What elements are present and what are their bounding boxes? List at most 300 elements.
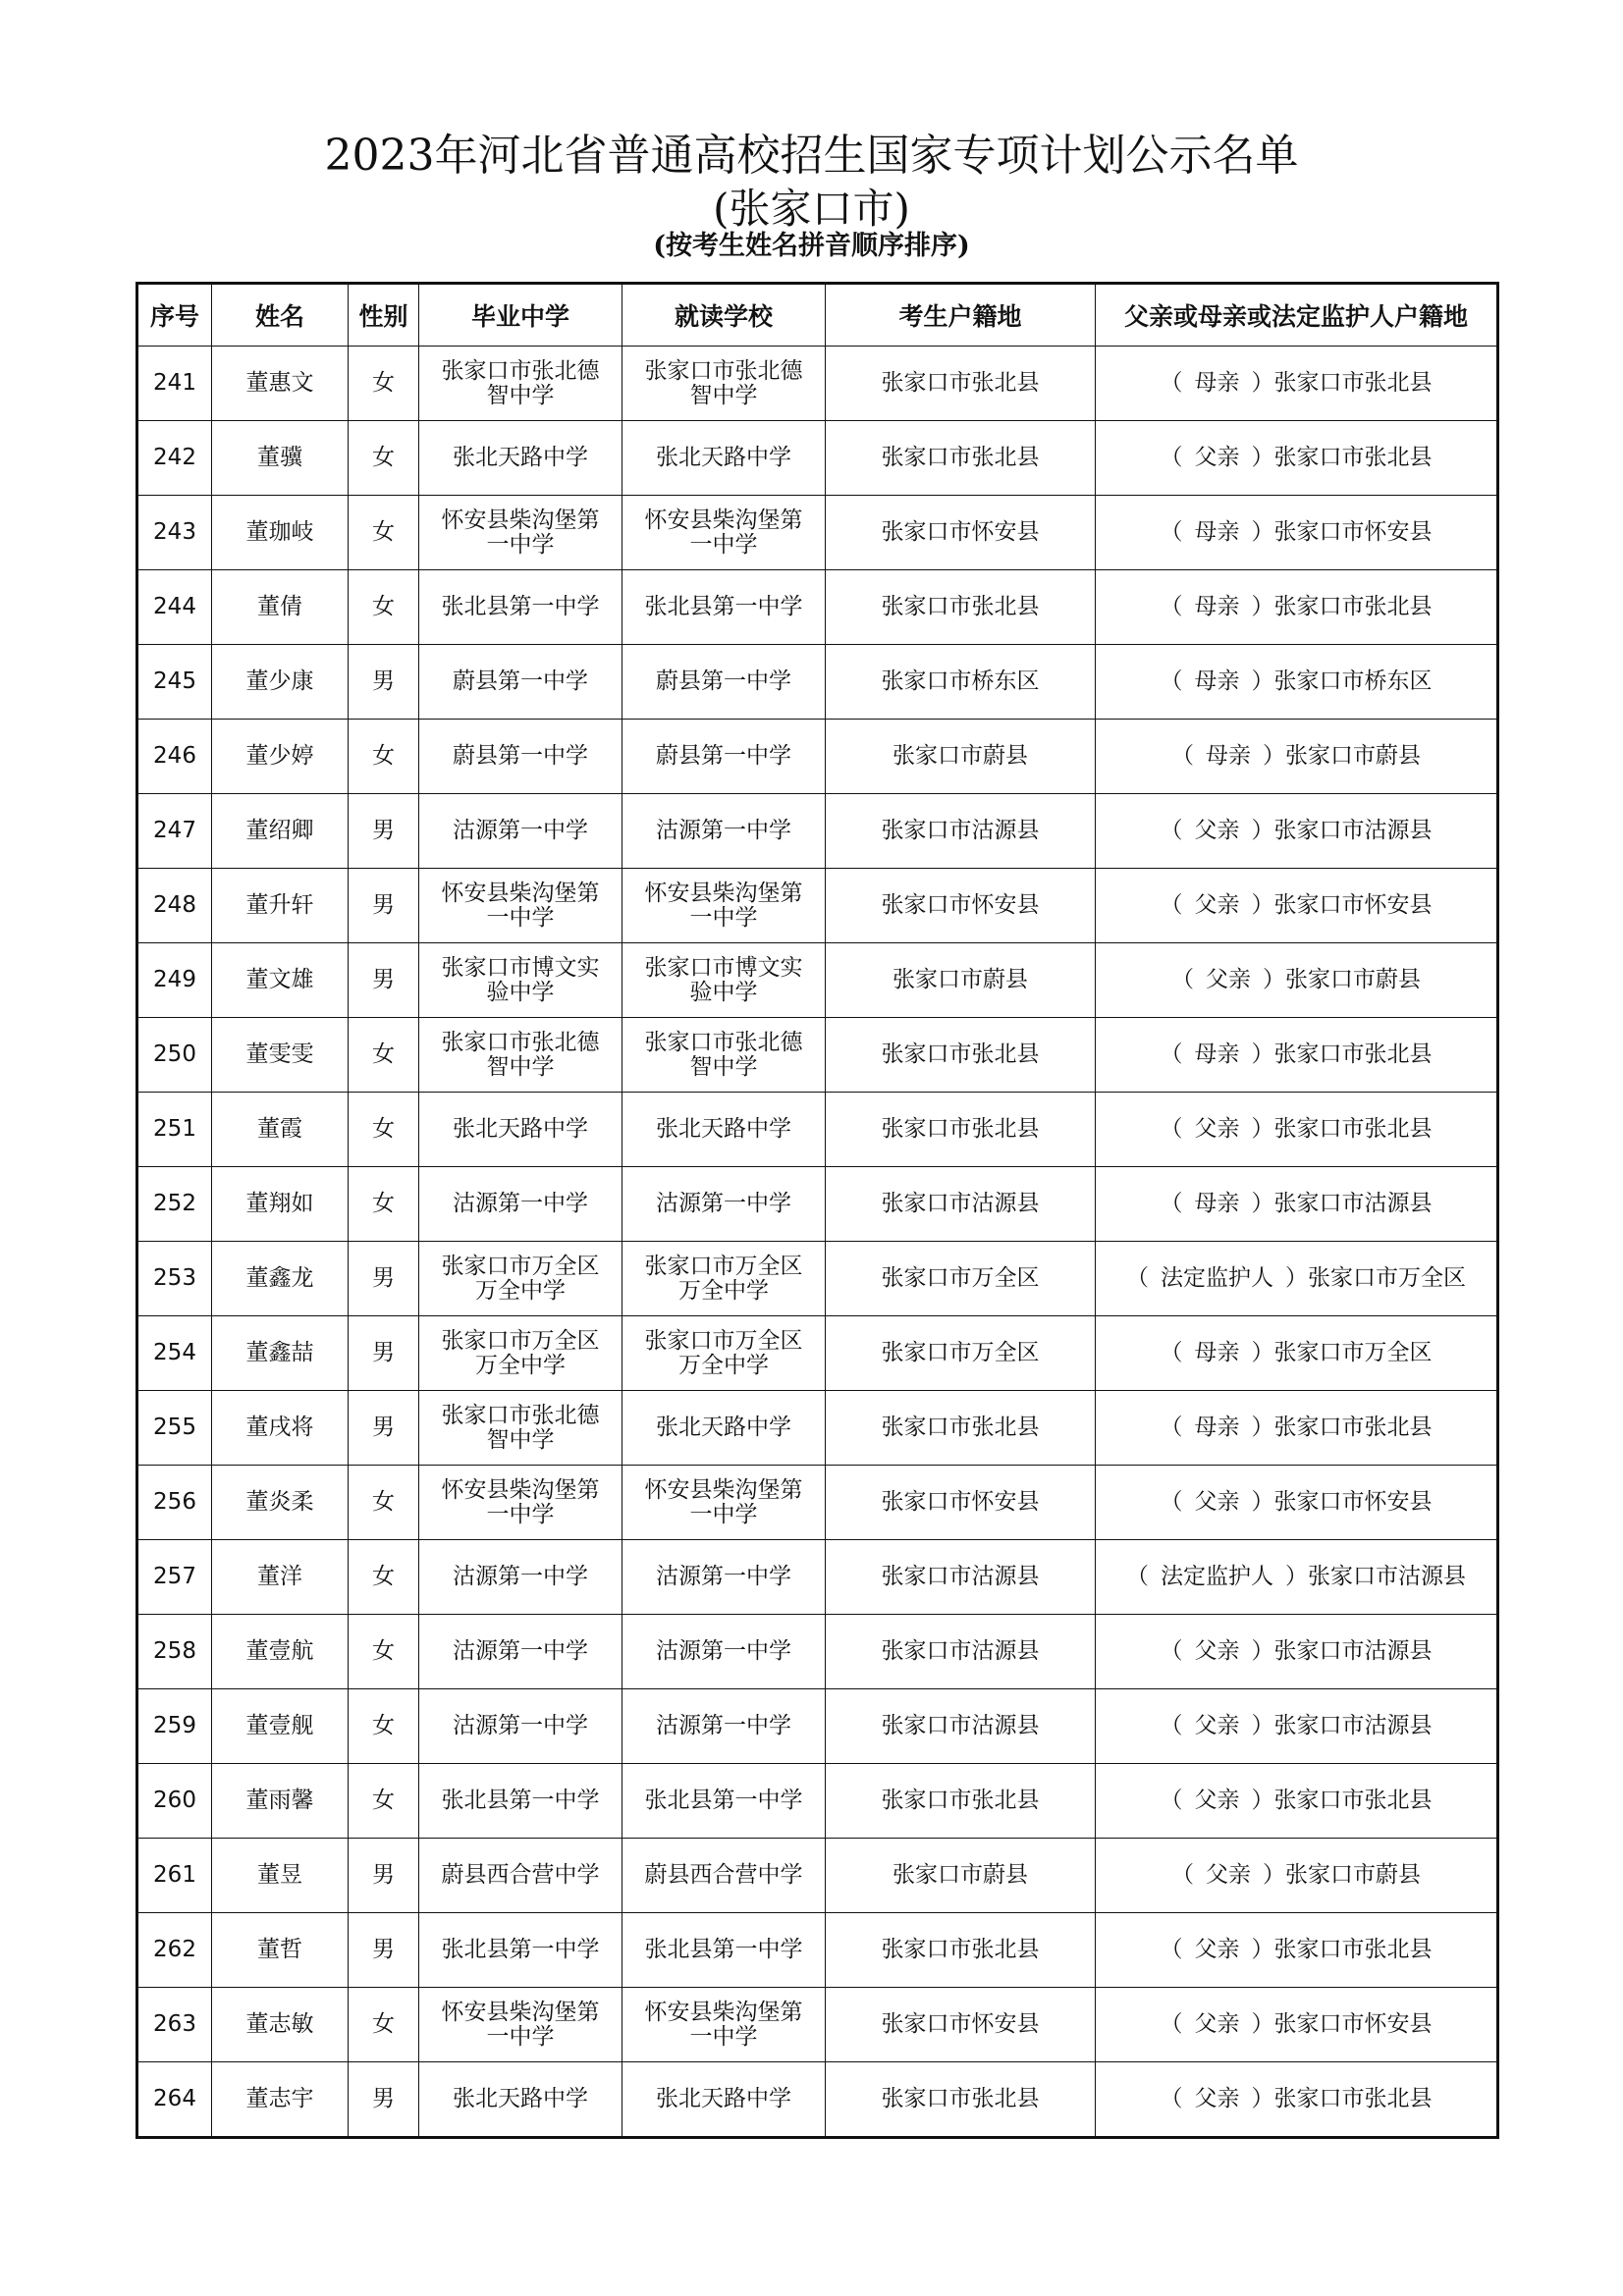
grad-school-text: 张北县第一中学 [441, 1937, 600, 1962]
cell-guardian [1096, 1018, 1498, 1093]
cell-name: 董骥 [212, 421, 349, 496]
cell-name: 董少康 [212, 645, 349, 720]
cell-name: 董文雄 [212, 943, 349, 1018]
cell-name: 董雯雯 [212, 1018, 349, 1093]
grad-school-text: 张北天路中学 [453, 445, 588, 470]
cell-guardian [1096, 1391, 1498, 1466]
table-row [137, 2062, 1498, 2138]
cell-grad-school [419, 645, 622, 720]
cell-name: 董鑫龙 [212, 1242, 349, 1316]
grad-school-text: 怀安县柴沟堡第一中学 [441, 1999, 600, 2050]
cell-guardian [1096, 1466, 1498, 1540]
cell-gender: 男 [349, 2062, 419, 2138]
cell-guardian [1096, 943, 1498, 1018]
grad-school-text: 沽源第一中学 [453, 1638, 588, 1664]
cell-name: 董雨馨 [212, 1764, 349, 1839]
cell-gender: 女 [349, 1689, 419, 1764]
grad-school-text: 张家口市张北德智中学 [441, 1029, 600, 1080]
cell-serial: 251 [137, 1093, 212, 1167]
cell-name: 董戌将 [212, 1391, 349, 1466]
cell-gender: 女 [349, 720, 419, 794]
grad-school-text: 张北天路中学 [453, 2086, 588, 2111]
cell-guardian [1096, 347, 1498, 421]
cell-hukou: 张家口市怀安县 [826, 1466, 1096, 1540]
cell-current-school [622, 1764, 826, 1839]
cell-gender: 男 [349, 1839, 419, 1913]
table-row [137, 1093, 1498, 1167]
current-school-text: 蔚县西合营中学 [644, 1862, 803, 1888]
cell-guardian [1096, 1242, 1498, 1316]
current-school-text: 张北天路中学 [656, 445, 791, 470]
cell-hukou: 张家口市张北县 [826, 1391, 1096, 1466]
guardian-hukou-text: 张家口市张北县 [1273, 1116, 1433, 1142]
cell-name: 董炎柔 [212, 1466, 349, 1540]
guardian-relation: （ 父亲 ） [1160, 2011, 1274, 2037]
guardian-hukou-text: 张家口市蔚县 [1285, 1862, 1421, 1888]
guardian-hukou-text: 张家口市沽源县 [1273, 1638, 1433, 1664]
cell-serial: 261 [137, 1839, 212, 1913]
cell-hukou: 张家口市沽源县 [826, 1615, 1096, 1689]
cell-current-school [622, 347, 826, 421]
grad-school-text: 怀安县柴沟堡第一中学 [441, 507, 600, 558]
grad-school-text: 张家口市博文实验中学 [441, 954, 600, 1005]
guardian-hukou-text: 张家口市怀安县 [1273, 519, 1433, 545]
cell-name: 董志敏 [212, 1988, 349, 2062]
cell-hukou: 张家口市张北县 [826, 1764, 1096, 1839]
cell-current-school [622, 496, 826, 570]
grad-school-text: 怀安县柴沟堡第一中学 [441, 1476, 600, 1527]
table-row [137, 421, 1498, 496]
cell-current-school [622, 1242, 826, 1316]
cell-hukou: 张家口市张北县 [826, 570, 1096, 645]
cell-name: 董倩 [212, 570, 349, 645]
grad-school-text: 沽源第一中学 [453, 1713, 588, 1738]
guardian-hukou-text: 张家口市沽源县 [1308, 1564, 1466, 1589]
cell-grad-school [419, 1391, 622, 1466]
document-city: (张家口市) [713, 185, 910, 233]
table-row [137, 1913, 1498, 1988]
cell-guardian [1096, 720, 1498, 794]
cell-gender: 女 [349, 1018, 419, 1093]
cell-current-school [622, 1466, 826, 1540]
cell-guardian [1096, 1540, 1498, 1615]
grad-school-text: 张北县第一中学 [441, 1788, 600, 1813]
cell-name: 董哲 [212, 1913, 349, 1988]
cell-guardian [1096, 1689, 1498, 1764]
cell-name: 董升轩 [212, 869, 349, 943]
cell-grad-school [419, 347, 622, 421]
cell-hukou: 张家口市沽源县 [826, 1540, 1096, 1615]
cell-serial: 263 [137, 1988, 212, 2062]
cell-gender: 女 [349, 1093, 419, 1167]
current-school-text: 沽源第一中学 [656, 1713, 791, 1738]
guardian-relation: （ 父亲 ） [1160, 1116, 1274, 1142]
guardian-hukou-text: 张家口市万全区 [1273, 1340, 1433, 1365]
cell-serial: 243 [137, 496, 212, 570]
header-row [137, 284, 1498, 347]
cell-name: 董鑫喆 [212, 1316, 349, 1391]
cell-name: 董珈岐 [212, 496, 349, 570]
cell-serial: 257 [137, 1540, 212, 1615]
guardian-relation: （ 父亲 ） [1160, 445, 1274, 470]
cell-current-school [622, 1018, 826, 1093]
cell-name: 董翔如 [212, 1167, 349, 1242]
current-school-text: 怀安县柴沟堡第一中学 [644, 1476, 803, 1527]
cell-gender: 女 [349, 421, 419, 496]
guardian-relation: （ 母亲 ） [1160, 1041, 1274, 1067]
guardian-relation: （ 母亲 ） [1160, 370, 1274, 396]
header-gender: 性别 [349, 284, 419, 347]
cell-name: 董霞 [212, 1093, 349, 1167]
cell-current-school [622, 645, 826, 720]
cell-serial: 254 [137, 1316, 212, 1391]
cell-grad-school [419, 2062, 622, 2138]
table-row [137, 347, 1498, 421]
header-grad-school: 毕业中学 [419, 284, 622, 347]
current-school-text: 张家口市万全区万全中学 [644, 1253, 803, 1304]
table-row [137, 1764, 1498, 1839]
cell-name: 董少婷 [212, 720, 349, 794]
cell-gender: 男 [349, 1391, 419, 1466]
cell-grad-school [419, 1839, 622, 1913]
guardian-hukou-text: 张家口市沽源县 [1273, 1713, 1433, 1738]
cell-grad-school [419, 943, 622, 1018]
cell-current-school [622, 794, 826, 869]
guardian-hukou-text: 张家口市张北县 [1273, 445, 1433, 470]
table-row [137, 1988, 1498, 2062]
cell-serial: 256 [137, 1466, 212, 1540]
cell-hukou: 张家口市桥东区 [826, 645, 1096, 720]
guardian-relation: （ 父亲 ） [1160, 1713, 1274, 1738]
cell-current-school [622, 421, 826, 496]
cell-guardian [1096, 570, 1498, 645]
guardian-relation-text: 父亲 [1194, 892, 1240, 918]
cell-serial: 259 [137, 1689, 212, 1764]
guardian-relation: （ 父亲 ） [1160, 1489, 1274, 1515]
guardian-relation-text: 父亲 [1194, 1116, 1240, 1142]
cell-guardian [1096, 1093, 1498, 1167]
current-school-text: 张北县第一中学 [644, 594, 803, 619]
cell-guardian [1096, 794, 1498, 869]
guardian-hukou-text: 张家口市张北县 [1273, 1041, 1433, 1067]
cell-name: 董昱 [212, 1839, 349, 1913]
cell-grad-school [419, 1167, 622, 1242]
cell-hukou: 张家口市怀安县 [826, 869, 1096, 943]
guardian-hukou-text: 张家口市张北县 [1273, 594, 1433, 619]
table-header [137, 284, 1498, 347]
guardian-hukou-text: 张家口市张北县 [1273, 370, 1433, 396]
guardian-relation-text: 母亲 [1194, 1041, 1240, 1067]
cell-name: 董志宇 [212, 2062, 349, 2138]
cell-guardian [1096, 645, 1498, 720]
cell-name: 董壹舰 [212, 1689, 349, 1764]
guardian-relation: （ 父亲 ） [1160, 818, 1274, 843]
table-row [137, 943, 1498, 1018]
current-school-text: 沽源第一中学 [656, 1638, 791, 1664]
cell-guardian [1096, 1167, 1498, 1242]
cell-current-school [622, 1540, 826, 1615]
table-row [137, 1540, 1498, 1615]
grad-school-text: 张家口市万全区万全中学 [441, 1327, 600, 1378]
cell-serial: 247 [137, 794, 212, 869]
cell-current-school [622, 1839, 826, 1913]
cell-grad-school [419, 570, 622, 645]
cell-grad-school [419, 1615, 622, 1689]
current-school-text: 张北天路中学 [656, 1415, 791, 1440]
table-row [137, 1391, 1498, 1466]
current-school-text: 张家口市张北德智中学 [644, 1029, 803, 1080]
cell-gender: 女 [349, 1988, 419, 2062]
table-row [137, 496, 1498, 570]
cell-serial: 258 [137, 1615, 212, 1689]
grad-school-text: 蔚县第一中学 [453, 743, 588, 769]
cell-current-school [622, 1615, 826, 1689]
cell-grad-school [419, 1466, 622, 1540]
cell-grad-school [419, 496, 622, 570]
cell-grad-school [419, 869, 622, 943]
current-school-text: 张家口市博文实验中学 [644, 954, 803, 1005]
cell-grad-school [419, 1913, 622, 1988]
sort-note: (按考生姓名拼音顺序排序) [653, 231, 970, 261]
guardian-hukou-text: 张家口市蔚县 [1285, 967, 1421, 992]
guardian-relation-text: 父亲 [1194, 445, 1240, 470]
guardian-relation-text: 母亲 [1194, 1191, 1240, 1216]
guardian-relation: （ 母亲 ） [1160, 594, 1274, 619]
cell-current-school [622, 869, 826, 943]
current-school-text: 蔚县第一中学 [656, 743, 791, 769]
cell-serial: 252 [137, 1167, 212, 1242]
cell-gender: 女 [349, 496, 419, 570]
cell-gender: 男 [349, 794, 419, 869]
guardian-relation-text: 法定监护人 [1161, 1564, 1273, 1589]
cell-serial: 241 [137, 347, 212, 421]
guardian-hukou-text: 张家口市沽源县 [1273, 818, 1433, 843]
cell-gender: 女 [349, 570, 419, 645]
current-school-text: 怀安县柴沟堡第一中学 [644, 1999, 803, 2050]
guardian-hukou-text: 张家口市怀安县 [1273, 2011, 1433, 2037]
cell-serial: 260 [137, 1764, 212, 1839]
current-school-text: 怀安县柴沟堡第一中学 [644, 507, 803, 558]
cell-grad-school [419, 1018, 622, 1093]
table-row [137, 570, 1498, 645]
guardian-relation-text: 母亲 [1194, 1340, 1240, 1365]
guardian-hukou-text: 张家口市沽源县 [1273, 1191, 1433, 1216]
current-school-text: 沽源第一中学 [656, 1564, 791, 1589]
cell-serial: 264 [137, 2062, 212, 2138]
current-school-text: 沽源第一中学 [656, 818, 791, 843]
cell-gender: 男 [349, 1242, 419, 1316]
cell-grad-school [419, 1540, 622, 1615]
cell-hukou: 张家口市蔚县 [826, 943, 1096, 1018]
cell-hukou: 张家口市张北县 [826, 1018, 1096, 1093]
cell-hukou: 张家口市沽源县 [826, 1167, 1096, 1242]
guardian-relation-text: 父亲 [1194, 818, 1240, 843]
cell-name: 董壹航 [212, 1615, 349, 1689]
cell-serial: 249 [137, 943, 212, 1018]
table-row [137, 645, 1498, 720]
current-school-text: 张家口市万全区万全中学 [644, 1327, 803, 1378]
cell-hukou: 张家口市蔚县 [826, 720, 1096, 794]
guardian-relation: （ 母亲 ） [1160, 668, 1274, 694]
table-row [137, 1316, 1498, 1391]
cell-guardian [1096, 1764, 1498, 1839]
table-row [137, 1689, 1498, 1764]
cell-gender: 女 [349, 1540, 419, 1615]
cell-guardian [1096, 421, 1498, 496]
cell-gender: 男 [349, 943, 419, 1018]
grad-school-text: 张北县第一中学 [441, 594, 600, 619]
table-row [137, 1018, 1498, 1093]
table-row [137, 869, 1498, 943]
guardian-relation-text: 父亲 [1194, 2086, 1240, 2111]
cell-current-school [622, 1093, 826, 1167]
guardian-relation-text: 母亲 [1194, 519, 1240, 545]
cell-hukou: 张家口市万全区 [826, 1316, 1096, 1391]
current-school-text: 沽源第一中学 [656, 1191, 791, 1216]
current-school-text: 张家口市张北德智中学 [644, 357, 803, 408]
cell-name: 董惠文 [212, 347, 349, 421]
cell-gender: 男 [349, 1913, 419, 1988]
cell-current-school [622, 1167, 826, 1242]
guardian-hukou-text: 张家口市张北县 [1273, 1788, 1433, 1813]
guardian-relation: （ 法定监护人 ） [1126, 1564, 1308, 1589]
guardian-relation-text: 父亲 [1194, 1638, 1240, 1664]
grad-school-text: 张家口市万全区万全中学 [441, 1253, 600, 1304]
grad-school-text: 蔚县第一中学 [453, 668, 588, 694]
cell-grad-school [419, 1764, 622, 1839]
guardian-relation: （ 母亲 ） [1160, 519, 1274, 545]
current-school-text: 蔚县第一中学 [656, 668, 791, 694]
cell-serial: 246 [137, 720, 212, 794]
cell-gender: 男 [349, 645, 419, 720]
current-school-text: 怀安县柴沟堡第一中学 [644, 880, 803, 931]
cell-gender: 男 [349, 1316, 419, 1391]
current-school-text: 张北县第一中学 [644, 1788, 803, 1813]
header-hukou: 考生户籍地 [826, 284, 1096, 347]
guardian-relation: （ 母亲 ） [1160, 1415, 1274, 1440]
header-name: 姓名 [212, 284, 349, 347]
cell-current-school [622, 1316, 826, 1391]
cell-serial: 255 [137, 1391, 212, 1466]
current-school-text: 张北天路中学 [656, 1116, 791, 1142]
cell-current-school [622, 1689, 826, 1764]
guardian-relation-text: 父亲 [1206, 967, 1251, 992]
guardian-relation: （ 父亲 ） [1171, 967, 1285, 992]
guardian-hukou-text: 张家口市张北县 [1273, 2086, 1433, 2111]
cell-hukou: 张家口市蔚县 [826, 1839, 1096, 1913]
cell-gender: 女 [349, 1615, 419, 1689]
cell-serial: 242 [137, 421, 212, 496]
cell-guardian [1096, 1988, 1498, 2062]
guardian-relation-text: 父亲 [1194, 1489, 1240, 1515]
cell-grad-school [419, 1988, 622, 2062]
table-row [137, 1466, 1498, 1540]
cell-current-school [622, 570, 826, 645]
grad-school-text: 张家口市张北德智中学 [441, 357, 600, 408]
grad-school-text: 沽源第一中学 [453, 818, 588, 843]
cell-hukou: 张家口市怀安县 [826, 1988, 1096, 2062]
guardian-relation: （ 父亲 ） [1160, 1937, 1274, 1962]
grad-school-text: 张北天路中学 [453, 1116, 588, 1142]
cell-guardian [1096, 1839, 1498, 1913]
guardian-hukou-text: 张家口市怀安县 [1273, 892, 1433, 918]
table-row [137, 1167, 1498, 1242]
cell-gender: 女 [349, 1764, 419, 1839]
guardian-relation-text: 母亲 [1194, 370, 1240, 396]
guardian-relation: （ 父亲 ） [1160, 892, 1274, 918]
header-serial: 序号 [137, 284, 212, 347]
guardian-relation-text: 母亲 [1194, 594, 1240, 619]
cell-gender: 女 [349, 1167, 419, 1242]
cell-guardian [1096, 496, 1498, 570]
table-row [137, 794, 1498, 869]
cell-hukou: 张家口市张北县 [826, 1093, 1096, 1167]
cell-hukou: 张家口市张北县 [826, 1913, 1096, 1988]
guardian-relation: （ 父亲 ） [1160, 1788, 1274, 1813]
cell-gender: 女 [349, 1466, 419, 1540]
guardian-relation: （ 法定监护人 ） [1126, 1265, 1308, 1291]
guardian-relation-text: 母亲 [1194, 668, 1240, 694]
cell-serial: 262 [137, 1913, 212, 1988]
cell-gender: 女 [349, 347, 419, 421]
cell-grad-school [419, 1689, 622, 1764]
cell-grad-school [419, 421, 622, 496]
guardian-relation: （ 母亲 ） [1160, 1340, 1274, 1365]
cell-current-school [622, 1913, 826, 1988]
cell-name: 董绍卿 [212, 794, 349, 869]
guardian-relation-text: 母亲 [1206, 743, 1251, 769]
guardian-relation-text: 父亲 [1194, 1713, 1240, 1738]
cell-hukou: 张家口市张北县 [826, 2062, 1096, 2138]
grad-school-text: 沽源第一中学 [453, 1191, 588, 1216]
table-row [137, 1615, 1498, 1689]
grad-school-text: 张家口市张北德智中学 [441, 1402, 600, 1453]
header-guardian-hukou: 父亲或母亲或法定监护人户籍地 [1096, 284, 1498, 347]
cell-grad-school [419, 1093, 622, 1167]
roster-table [135, 282, 1499, 2139]
cell-grad-school [419, 1316, 622, 1391]
cell-current-school [622, 2062, 826, 2138]
guardian-hukou-text: 张家口市桥东区 [1273, 668, 1433, 694]
cell-guardian [1096, 1316, 1498, 1391]
cell-hukou: 张家口市张北县 [826, 421, 1096, 496]
guardian-relation-text: 法定监护人 [1161, 1265, 1273, 1291]
cell-hukou: 张家口市沽源县 [826, 1689, 1096, 1764]
cell-current-school [622, 1988, 826, 2062]
table-row [137, 1839, 1498, 1913]
cell-grad-school [419, 794, 622, 869]
cell-current-school [622, 720, 826, 794]
guardian-hukou-text: 张家口市蔚县 [1285, 743, 1421, 769]
cell-grad-school [419, 1242, 622, 1316]
guardian-hukou-text: 张家口市怀安县 [1273, 1489, 1433, 1515]
table-row [137, 720, 1498, 794]
guardian-relation-text: 母亲 [1194, 1415, 1240, 1440]
grad-school-text: 怀安县柴沟堡第一中学 [441, 880, 600, 931]
cell-serial: 244 [137, 570, 212, 645]
cell-serial: 248 [137, 869, 212, 943]
current-school-text: 张北县第一中学 [644, 1937, 803, 1962]
guardian-hukou-text: 张家口市张北县 [1273, 1415, 1433, 1440]
current-school-text: 张北天路中学 [656, 2086, 791, 2111]
document-title: 2023年河北省普通高校招生国家专项计划公示名单 [324, 131, 1299, 181]
cell-guardian [1096, 2062, 1498, 2138]
table-body [137, 347, 1498, 2138]
cell-serial: 250 [137, 1018, 212, 1093]
guardian-relation-text: 父亲 [1194, 2011, 1240, 2037]
cell-hukou: 张家口市怀安县 [826, 496, 1096, 570]
guardian-relation: （ 父亲 ） [1160, 2086, 1274, 2111]
